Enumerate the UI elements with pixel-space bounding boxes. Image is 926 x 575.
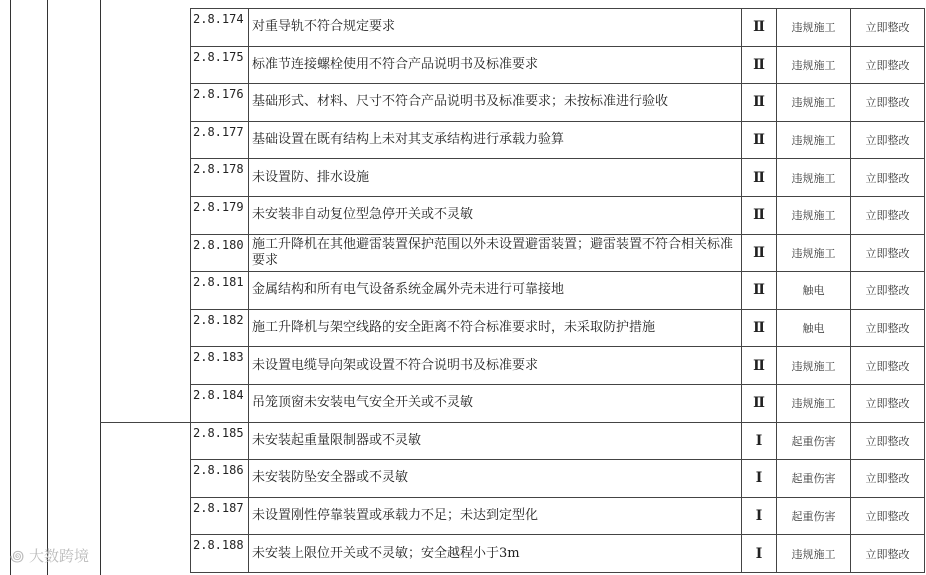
left-border-line-1 [10,0,11,575]
hazard-level: Ⅱ [742,159,777,197]
left-border-line-2 [47,0,48,575]
consequence-type: 违规施工 [777,196,851,234]
hazard-table-body [191,9,925,573]
rectification-action: 立即整改 [851,347,925,385]
item-code: 2.8.188 [191,535,249,573]
item-code: 2.8.184 [191,384,249,422]
item-code: 2.8.185 [191,422,249,460]
table-row [191,535,925,573]
rectification-action: 立即整改 [851,121,925,159]
item-code: 2.8.175 [191,46,249,84]
consequence-type: 起重伤害 [777,460,851,498]
consequence-type: 触电 [777,272,851,310]
table-row [191,9,925,47]
item-code: 2.8.178 [191,159,249,197]
item-description: 未设置电缆导向架或设置不符合说明书及标准要求 [249,347,742,385]
hazard-table [190,8,925,573]
item-description: 基础形式、材料、尺寸不符合产品说明书及标准要求；未按标准进行验收 [249,84,742,122]
table-row [191,460,925,498]
item-code: 2.8.174 [191,9,249,47]
item-description: 对重导轨不符合规定要求 [249,9,742,47]
consequence-type: 违规施工 [777,535,851,573]
left-border-line-3 [100,0,101,575]
hazard-level: Ⅱ [742,234,777,272]
consequence-type: 违规施工 [777,9,851,47]
table-row [191,422,925,460]
consequence-type: 违规施工 [777,347,851,385]
rectification-action: 立即整改 [851,535,925,573]
consequence-type: 起重伤害 [777,422,851,460]
hazard-level: Ⅱ [742,84,777,122]
watermark-logo-icon: ꩜ [10,547,25,565]
consequence-type: 违规施工 [777,159,851,197]
rectification-action: 立即整改 [851,422,925,460]
consequence-type: 违规施工 [777,234,851,272]
consequence-type: 起重伤害 [777,497,851,535]
rectification-action: 立即整改 [851,272,925,310]
hazard-level: Ⅱ [742,272,777,310]
rectification-action: 立即整改 [851,309,925,347]
rectification-action: 立即整改 [851,234,925,272]
consequence-type: 违规施工 [777,384,851,422]
item-code: 2.8.186 [191,460,249,498]
table-row [191,234,925,272]
table-row [191,46,925,84]
consequence-type: 触电 [777,309,851,347]
hazard-level: Ⅰ [742,422,777,460]
table-row [191,196,925,234]
item-code: 2.8.176 [191,84,249,122]
hazard-level: Ⅰ [742,535,777,573]
item-code: 2.8.179 [191,196,249,234]
table-row [191,121,925,159]
rectification-action: 立即整改 [851,196,925,234]
rectification-action: 立即整改 [851,46,925,84]
item-description: 未设置刚性停靠装置或承载力不足；未达到定型化 [249,497,742,535]
hazard-level: Ⅱ [742,9,777,47]
hazard-level: Ⅰ [742,460,777,498]
item-description: 未安装防坠安全器或不灵敏 [249,460,742,498]
item-description: 基础设置在既有结构上未对其支承结构进行承载力验算 [249,121,742,159]
hazard-level: Ⅰ [742,497,777,535]
item-code: 2.8.183 [191,347,249,385]
rectification-action: 立即整改 [851,384,925,422]
watermark-text: 大数跨境 [29,547,90,565]
table-row [191,84,925,122]
hazard-level: Ⅱ [742,384,777,422]
hazard-level: Ⅱ [742,196,777,234]
item-code: 2.8.187 [191,497,249,535]
item-code: 2.8.182 [191,309,249,347]
hazard-level: Ⅱ [742,121,777,159]
table-row [191,159,925,197]
table-row [191,272,925,310]
item-description: 吊笼顶窗未安装电气安全开关或不灵敏 [249,384,742,422]
rectification-action: 立即整改 [851,460,925,498]
rectification-action: 立即整改 [851,497,925,535]
hazard-level: Ⅱ [742,347,777,385]
consequence-type: 违规施工 [777,121,851,159]
rectification-action: 立即整改 [851,159,925,197]
item-description: 施工升降机与架空线路的安全距离不符合标准要求时，未采取防护措施 [249,309,742,347]
group-divider-line [100,422,190,423]
watermark [10,545,89,567]
item-description: 未安装上限位开关或不灵敏；安全越程小于3m [249,535,742,573]
item-description: 施工升降机在其他避雷装置保护范围以外未设置避雷装置；避雷装置不符合相关标准要求 [249,234,742,272]
table-row [191,497,925,535]
consequence-type: 违规施工 [777,84,851,122]
table-row [191,309,925,347]
consequence-type: 违规施工 [777,46,851,84]
table-row [191,384,925,422]
item-code: 2.8.181 [191,272,249,310]
rectification-action: 立即整改 [851,84,925,122]
item-description: 标准节连接螺栓使用不符合产品说明书及标准要求 [249,46,742,84]
table-row [191,347,925,385]
item-description: 未安装非自动复位型急停开关或不灵敏 [249,196,742,234]
item-code: 2.8.177 [191,121,249,159]
item-description: 金属结构和所有电气设备系统金属外壳未进行可靠接地 [249,272,742,310]
item-description: 未安装起重量限制器或不灵敏 [249,422,742,460]
hazard-level: Ⅱ [742,309,777,347]
rectification-action: 立即整改 [851,9,925,47]
item-code: 2.8.180 [191,234,249,272]
hazard-level: Ⅱ [742,46,777,84]
item-description: 未设置防、排水设施 [249,159,742,197]
